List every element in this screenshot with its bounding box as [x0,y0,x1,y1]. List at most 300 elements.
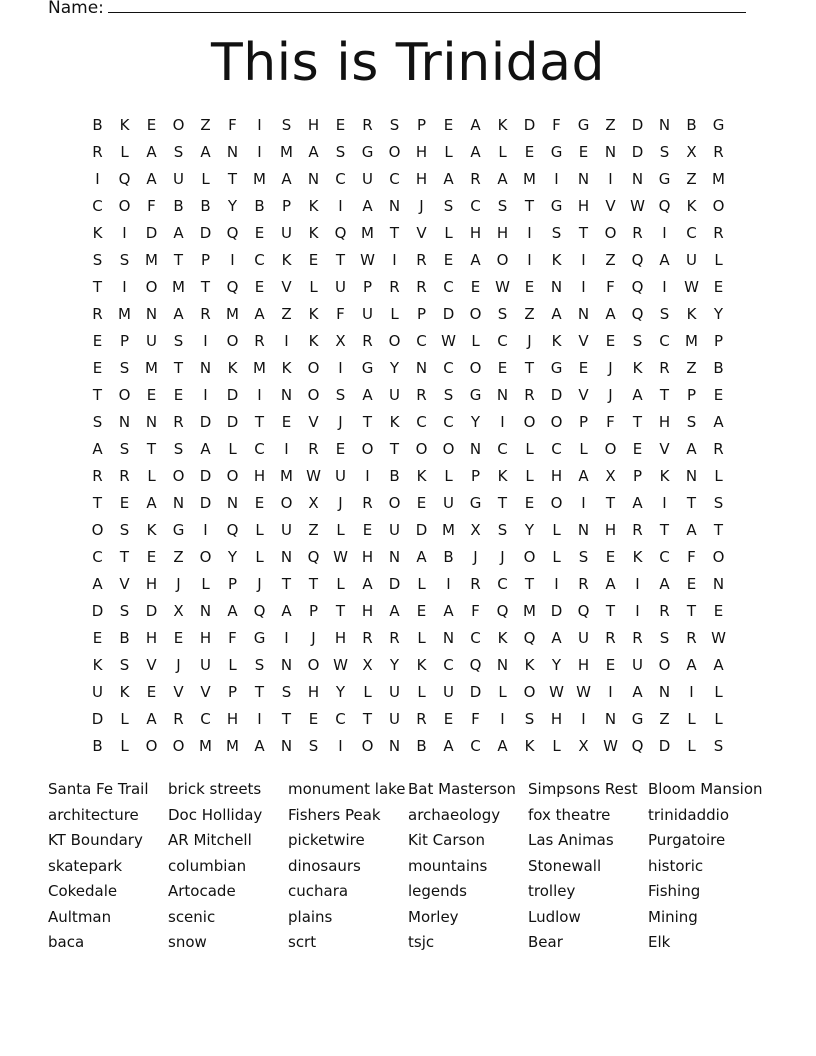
grid-letter: P [308,602,319,620]
grid-letter: U [389,683,400,701]
grid-letter: E [92,332,103,350]
grid-letter: S [578,548,589,566]
grid-letter: M [442,521,455,539]
word-list-item: Artocade [168,882,236,900]
grid-letter: K [632,548,643,566]
grid-letter: R [470,170,481,188]
grid-letter: T [605,602,616,620]
grid-letter: O [226,467,239,485]
grid-letter: Z [686,359,697,377]
grid-letter: L [444,143,453,161]
grid-letter: J [419,197,424,215]
grid-letter: L [120,710,129,728]
grid-letter: S [119,602,130,620]
grid-letter: U [443,494,454,512]
grid-letter: K [497,116,508,134]
grid-letter: S [551,224,562,242]
grid-letter: D [388,575,401,593]
grid-letter: M [226,305,239,323]
grid-letter: M [712,170,725,188]
grid-letter: I [635,602,640,620]
grid-letter: W [576,683,591,701]
word-list-item: Elk [648,933,671,951]
grid-letter: T [173,359,184,377]
grid-letter: A [605,575,616,593]
grid-letter: C [443,413,454,431]
grid-letter: A [551,629,562,647]
grid-letter: H [145,575,158,593]
grid-letter: K [92,656,103,674]
grid-letter: Y [524,521,535,539]
grid-letter: O [388,494,401,512]
grid-letter: K [416,656,427,674]
grid-letter: S [335,143,346,161]
grid-letter: Z [281,305,292,323]
grid-letter: L [363,683,372,701]
grid-letter: O [712,197,725,215]
grid-letter: E [335,116,346,134]
grid-row [84,517,732,544]
grid-letter: T [362,710,373,728]
grid-letter: R [416,278,427,296]
grid-letter: H [496,224,509,242]
grid-letter: A [200,143,211,161]
grid-letter: O [199,548,212,566]
grid-letter: U [686,251,697,269]
grid-letter: E [173,386,184,404]
grid-letter: R [578,575,589,593]
grid-letter: C [389,170,400,188]
grid-letter: S [308,737,319,755]
grid-letter: U [389,386,400,404]
grid-letter: T [524,575,535,593]
word-list-item: legends [408,882,467,900]
grid-letter: R [524,386,535,404]
grid-letter: Q [226,224,239,242]
grid-letter: K [551,332,562,350]
grid-letter: A [254,305,265,323]
grid-letter: U [173,170,184,188]
grid-letter: H [604,521,617,539]
grid-letter: K [389,413,400,431]
grid-letter: A [686,656,697,674]
grid-letter: E [524,494,535,512]
grid-letter: S [659,143,670,161]
grid-letter: R [92,467,103,485]
word-list-item: Purgatoire [648,831,726,849]
grid-letter: S [92,413,103,431]
grid-letter: I [608,170,613,188]
grid-letter: U [362,305,373,323]
grid-letter: R [659,602,670,620]
grid-letter: R [173,710,184,728]
word-list-item: trinidaddio [648,805,729,824]
grid-letter: L [498,683,507,701]
grid-letter: R [713,440,724,458]
grid-letter: I [689,683,694,701]
grid-letter: E [713,602,724,620]
grid-letter: G [550,197,563,215]
grid-letter: B [443,548,454,566]
grid-letter: A [686,521,697,539]
grid-letter: I [122,224,127,242]
grid-letter: C [686,224,697,242]
grid-letter: O [172,467,185,485]
grid-letter: P [119,332,130,350]
grid-letter: K [308,332,319,350]
grid-letter: E [92,359,103,377]
word-list-item: Mining [648,907,698,926]
grid-letter: E [443,710,454,728]
grid-letter: R [686,629,697,647]
word-list-item: Fishing [648,882,701,900]
grid-letter: C [92,548,103,566]
word-list-item: snow [168,933,207,951]
grid-letter: U [578,629,589,647]
grid-letter: S [173,332,184,350]
grid-letter: V [659,440,670,458]
grid-letter: R [632,224,643,242]
grid-letter: E [254,224,265,242]
grid-letter: T [713,521,724,539]
grid-letter: I [338,359,343,377]
grid-letter: O [469,305,482,323]
grid-letter: Q [496,602,509,620]
grid-letter: S [254,656,265,674]
grid-letter: O [442,440,455,458]
grid-letter: R [119,467,130,485]
grid-letter: L [714,683,723,701]
grid-letter: K [524,656,535,674]
grid-letter: I [581,710,586,728]
grid-letter: C [200,710,211,728]
grid-letter: Z [605,116,616,134]
grid-letter: Z [605,251,616,269]
word-list-item: fox theatre [528,805,611,824]
grid-letter: X [173,602,184,620]
grid-letter: H [334,629,347,647]
grid-letter: T [200,278,211,296]
grid-letter: E [578,359,589,377]
grid-letter: E [119,494,130,512]
grid-letter: A [173,224,184,242]
grid-letter: C [551,440,562,458]
grid-letter: T [578,224,589,242]
grid-row [84,544,732,571]
grid-letter: A [416,548,427,566]
grid-letter: D [145,224,158,242]
grid-letter: T [659,386,670,404]
grid-letter: R [92,305,103,323]
grid-letter: E [524,278,535,296]
grid-letter: A [254,737,265,755]
grid-letter: E [254,278,265,296]
grid-letter: R [362,332,373,350]
grid-letter: J [500,548,505,566]
grid-letter: S [173,440,184,458]
grid-letter: L [552,737,561,755]
grid-letter: W [333,548,348,566]
grid-letter: U [281,224,292,242]
grid-letter: K [281,359,292,377]
grid-letter: J [473,548,478,566]
name-blank-line [108,0,746,13]
grid-letter: S [173,143,184,161]
grid-letter: P [578,413,589,431]
grid-letter: X [578,737,589,755]
grid-letter: N [307,170,320,188]
grid-letter: Z [200,116,211,134]
word-list-item: Kit Carson [408,831,485,849]
grid-letter: O [388,143,401,161]
grid-letter: O [361,737,374,755]
grid-letter: I [581,278,586,296]
word-list-item: Stonewall [528,856,602,875]
grid-letter: T [92,278,103,296]
grid-letter: K [308,224,319,242]
grid-letter: N [226,494,239,512]
grid-letter: K [632,359,643,377]
grid-letter: I [338,737,343,755]
grid-letter: M [361,224,374,242]
grid-letter: Y [551,656,562,674]
grid-letter: E [686,575,697,593]
grid-letter: E [713,386,724,404]
grid-letter: S [119,521,130,539]
grid-letter: F [687,548,696,566]
grid-letter: I [392,251,397,269]
grid-row [84,274,732,301]
grid-letter: N [172,494,185,512]
grid-letter: C [254,251,265,269]
grid-letter: K [497,467,508,485]
grid-letter: D [145,602,158,620]
grid-letter: I [284,629,289,647]
grid-letter: Q [118,170,131,188]
grid-letter: V [605,197,616,215]
grid-letter: N [577,170,590,188]
grid-letter: H [307,683,320,701]
grid-letter: A [443,170,454,188]
grid-letter: B [389,467,400,485]
grid-letter: I [608,683,613,701]
grid-letter: K [119,683,130,701]
grid-letter: N [280,737,293,755]
grid-letter: H [307,116,320,134]
grid-letter: O [415,440,428,458]
grid-letter: G [469,386,482,404]
grid-letter: I [338,197,343,215]
grid-letter: N [280,548,293,566]
grid-row [84,193,732,220]
grid-letter: O [172,737,185,755]
grid-letter: Y [389,359,400,377]
grid-letter: W [495,278,510,296]
grid-letter: A [146,494,157,512]
grid-letter: W [441,332,456,350]
word-list-item: tsjc [408,933,435,951]
grid-letter: V [416,224,427,242]
grid-letter: I [527,251,532,269]
grid-letter: A [146,170,157,188]
grid-letter: O [91,521,104,539]
grid-letter: D [199,413,212,431]
grid-letter: S [632,332,643,350]
grid-letter: H [577,197,590,215]
grid-letter: Q [631,251,644,269]
grid-letter: Z [524,305,535,323]
grid-letter: G [658,170,671,188]
grid-letter: L [147,467,156,485]
grid-letter: W [549,683,564,701]
grid-letter: Q [253,602,266,620]
grid-letter: M [523,602,536,620]
grid-letter: I [500,413,505,431]
grid-letter: B [686,116,697,134]
grid-letter: C [416,332,427,350]
grid-letter: H [577,656,590,674]
grid-letter: Y [713,305,724,323]
grid-letter: J [608,386,613,404]
grid-letter: I [257,116,262,134]
grid-letter: I [284,440,289,458]
grid-letter: A [578,467,589,485]
grid-letter: W [630,197,645,215]
grid-letter: N [604,710,617,728]
grid-letter: G [253,629,266,647]
grid-letter: L [525,467,534,485]
grid-letter: N [685,467,698,485]
grid-letter: H [658,413,671,431]
grid-letter: A [281,170,292,188]
grid-letter: Q [631,305,644,323]
grid-letter: N [577,305,590,323]
grid-letter: O [172,116,185,134]
grid-letter: O [388,332,401,350]
grid-letter: Q [577,602,590,620]
word-list-item: Aultman [48,907,112,926]
grid-letter: L [687,737,696,755]
grid-letter: A [443,737,454,755]
grid-letter: A [389,602,400,620]
grid-letter: T [308,575,319,593]
grid-letter: A [173,305,184,323]
grid-letter: D [91,710,104,728]
grid-letter: G [469,494,482,512]
grid-row [84,166,732,193]
grid-letter: P [281,197,292,215]
grid-letter: U [362,170,373,188]
word-list [48,778,768,957]
grid-letter: U [389,710,400,728]
grid-letter: L [525,440,534,458]
grid-letter: N [145,305,158,323]
grid-letter: E [443,116,454,134]
grid-letter: C [335,710,346,728]
grid-row [84,220,732,247]
grid-letter: K [308,197,319,215]
grid-letter: G [361,359,374,377]
grid-letter: F [471,602,480,620]
word-list-item: Morley [408,907,459,926]
grid-row [84,328,732,355]
grid-letter: S [443,386,454,404]
grid-letter: R [659,359,670,377]
grid-letter: E [605,548,616,566]
grid-letter: L [552,521,561,539]
grid-letter: P [470,467,481,485]
grid-letter: E [524,143,535,161]
grid-letter: O [307,656,320,674]
grid-letter: T [524,359,535,377]
grid-letter: S [281,683,292,701]
grid-letter: D [199,494,212,512]
name-label: Name: [48,0,104,18]
grid-letter: L [444,224,453,242]
grid-letter: I [365,467,370,485]
grid-letter: O [550,494,563,512]
grid-letter: G [550,143,563,161]
grid-letter: E [146,548,157,566]
grid-letter: D [631,143,644,161]
grid-letter: T [335,251,346,269]
grid-letter: H [415,170,428,188]
grid-letter: K [686,305,697,323]
grid-letter: T [389,440,400,458]
grid-letter: F [606,278,615,296]
grid-letter: J [176,656,181,674]
grid-letter: J [527,332,532,350]
grid-letter: Y [227,548,238,566]
grid-letter: R [200,305,211,323]
grid-letter: X [470,521,481,539]
grid-letter: V [578,386,589,404]
grid-letter: B [119,629,130,647]
grid-letter: T [254,683,265,701]
grid-letter: E [416,602,427,620]
grid-row [84,436,732,463]
grid-letter: T [281,575,292,593]
grid-letter: T [659,521,670,539]
grid-letter: Y [470,413,481,431]
grid-letter: K [686,197,697,215]
grid-letter: U [146,332,157,350]
grid-letter: D [469,683,482,701]
grid-letter: M [280,467,293,485]
grid-letter: E [146,116,157,134]
grid-letter: C [335,170,346,188]
grid-letter: F [336,305,345,323]
grid-letter: A [497,737,508,755]
grid-letter: X [686,143,697,161]
grid-letter: B [254,197,265,215]
grid-row [84,625,732,652]
grid-letter: H [199,629,212,647]
grid-letter: I [662,224,667,242]
grid-letter: T [92,494,103,512]
grid-letter: Y [335,683,346,701]
grid-letter: N [415,359,428,377]
grid-letter: A [713,656,724,674]
grid-letter: A [146,710,157,728]
grid-letter: G [577,116,590,134]
grid-letter: A [605,305,616,323]
grid-letter: D [658,737,671,755]
grid-letter: P [632,467,643,485]
grid-row [84,409,732,436]
grid-letter: A [470,251,481,269]
grid-letter: I [581,251,586,269]
